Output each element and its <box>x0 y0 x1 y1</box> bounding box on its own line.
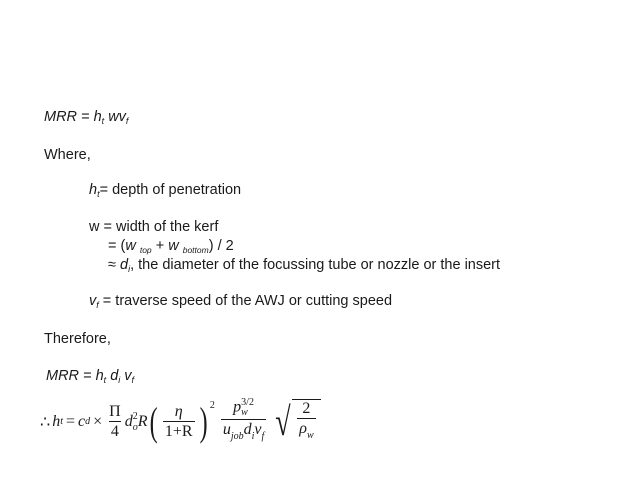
u-subscript: job <box>230 431 244 442</box>
mrr-symbol: MRR <box>46 368 80 384</box>
ht-description: = depth of penetration <box>99 182 242 198</box>
eq-open: = ( <box>108 238 126 254</box>
h-symbol: h <box>93 109 102 125</box>
mrr-definition <box>44 108 128 130</box>
penetration-depth-formula <box>40 398 321 445</box>
v-symbol: v <box>124 368 132 384</box>
therefore-label: Therefore, <box>44 331 111 347</box>
pressure-numerator <box>231 398 256 419</box>
vf-definition <box>89 292 392 314</box>
w-definition-line3 <box>108 256 500 278</box>
pi-numerator: Π <box>109 403 121 420</box>
pi-denominator: 4 <box>110 423 119 440</box>
equals-sign: = <box>65 412 75 430</box>
p-symbol: p <box>233 398 242 416</box>
close-paren: ) <box>199 398 208 444</box>
h-subscript: t <box>101 116 105 126</box>
root-fraction <box>297 400 315 444</box>
radicand <box>292 399 320 444</box>
d-symbol: d <box>110 368 119 384</box>
h-subscript: t <box>97 189 100 199</box>
h-subscript: t <box>103 375 107 385</box>
d-subscript: i <box>118 375 121 385</box>
v-subscript: f <box>131 375 135 385</box>
plus-sign: + <box>151 238 169 254</box>
rho-subscript: w <box>306 430 314 441</box>
v-symbol: v <box>254 421 262 438</box>
v-subscript: f <box>96 300 99 310</box>
d-subscript: i <box>128 264 131 274</box>
times-sign: × <box>93 412 103 430</box>
d-symbol: d <box>120 257 129 273</box>
top-subscript: top <box>139 245 152 255</box>
radical-sign: √ <box>275 398 291 444</box>
d-symbol: d <box>243 421 252 438</box>
square-root <box>272 399 320 444</box>
w-top-symbol: w <box>125 238 136 254</box>
c-subscript: d <box>85 416 91 427</box>
bottom-subscript: bottom <box>182 245 209 255</box>
eta-numerator: η <box>174 403 183 420</box>
d-subscript: o <box>132 421 138 433</box>
pressure-denominator <box>221 419 266 445</box>
mrr-expanded <box>46 367 134 389</box>
wv-symbol: wv <box>108 109 126 125</box>
vf-description: = traverse speed of the AWJ or cutting speed <box>98 293 393 309</box>
p-subscript: w <box>241 407 248 418</box>
ht-definition <box>89 181 241 203</box>
w-description: w = width of the kerf <box>89 219 219 235</box>
v-subscript: f <box>125 116 129 126</box>
d-description: , the diameter of the focussing tube or nozzle or the insert <box>130 257 501 273</box>
root-numerator: 2 <box>302 400 311 417</box>
p-superscript: 3/2 <box>241 397 254 408</box>
pressure-fraction <box>221 398 266 445</box>
w-definition-line1 <box>89 218 218 236</box>
rho-symbol: ρ <box>299 420 307 437</box>
d-symbol: d <box>124 412 133 430</box>
v-subscript: f <box>261 431 265 442</box>
eta-denominator: 1+R <box>164 423 193 440</box>
therefore-symbol: ∴ <box>40 413 51 431</box>
v-symbol: v <box>89 293 97 309</box>
u-symbol: u <box>222 421 231 438</box>
d-superscript: 2 <box>132 410 138 422</box>
w-bottom-symbol: w <box>168 238 179 254</box>
r-symbol: R <box>137 412 148 430</box>
root-denominator <box>297 418 315 444</box>
open-paren: ( <box>150 398 159 444</box>
approx-sign: ≈ <box>108 257 120 273</box>
pi-fraction <box>107 403 123 440</box>
eq-close: ) / 2 <box>208 238 234 254</box>
h-symbol: h <box>89 182 98 198</box>
paren-superscript: 2 <box>209 400 215 411</box>
h-subscript: t <box>60 416 63 427</box>
where-label: Where, <box>44 147 91 163</box>
equals-sign: = <box>77 109 94 125</box>
equals-sign: = <box>79 368 96 384</box>
h-symbol: h <box>52 412 61 430</box>
eta-fraction <box>163 403 195 440</box>
c-symbol: c <box>78 412 86 430</box>
mrr-symbol: MRR <box>44 109 78 125</box>
d-subscript: i <box>251 431 255 442</box>
h-symbol: h <box>95 368 104 384</box>
